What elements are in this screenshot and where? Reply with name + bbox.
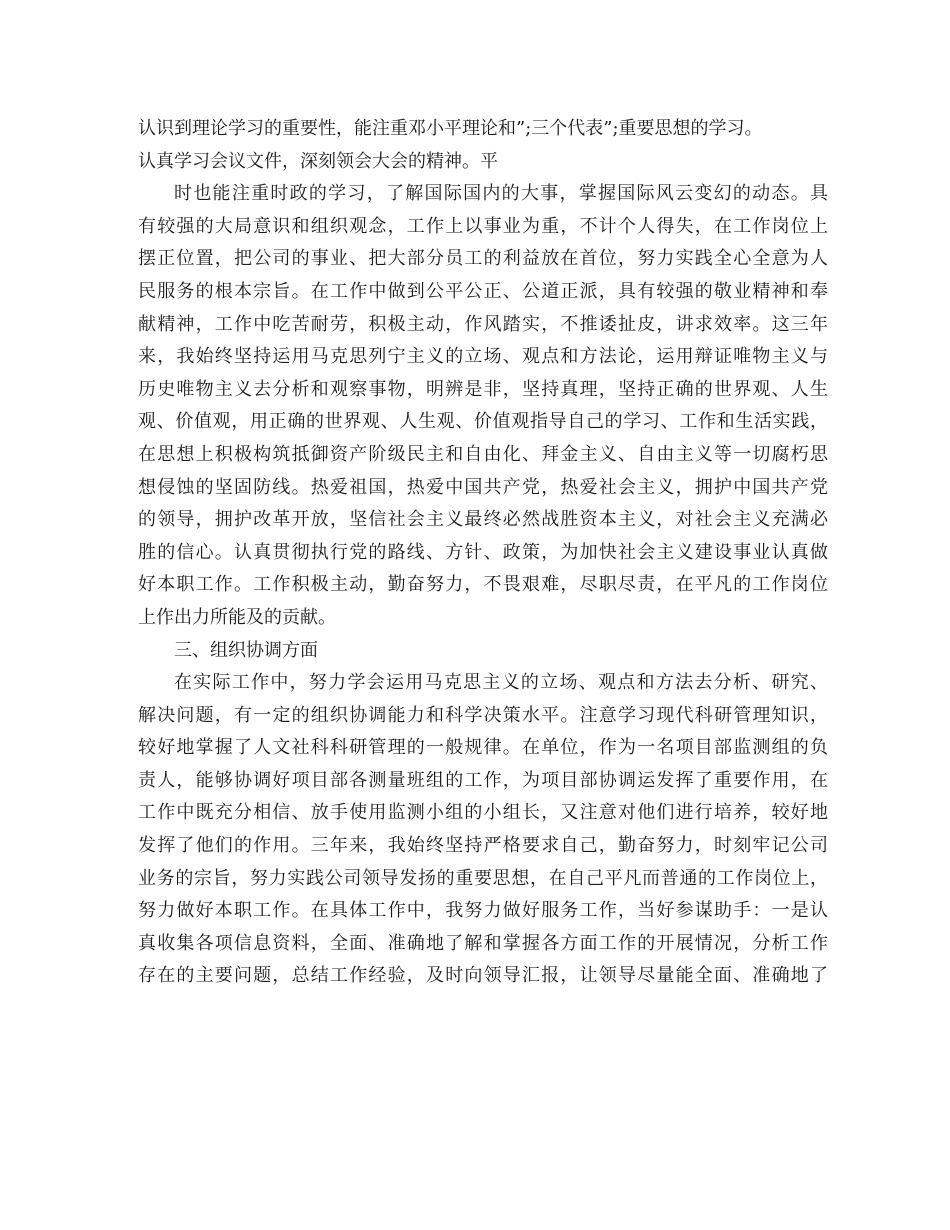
text-line: 工作中既充分相信、放手使用监测小组的小组长，又注意对他们进行培养，较好地 xyxy=(138,802,828,824)
paragraph-start-line: 在实际工作中，努力学会运用马克思主义的立场、观点和方法去分析、研究、 xyxy=(174,672,828,694)
text-line: 来，我始终坚持运用马克思列宁主义的立场、观点和方法论，运用辩证唯物主义与 xyxy=(138,346,828,368)
text-line: 上作出力所能及的贡献。 xyxy=(138,606,336,628)
text-line: 历史唯物主义去分析和观察事物，明辨是非，坚持真理，坚持正确的世界观、人生 xyxy=(138,378,828,400)
document-body xyxy=(138,113,828,993)
text-line: 观、价值观，用正确的世界观、人生观、价值观指导自己的学习、工作和生活实践， xyxy=(138,411,828,433)
text-line: 认识到理论学习的重要性，能注重邓小平理论和”;三个代表”;重要思想的学习。 xyxy=(138,118,763,139)
text-line: 献精神，工作中吃苦耐劳，积极主动，作风踏实，不推诿扯皮，讲求效率。这三年 xyxy=(138,313,828,335)
text-line: 好本职工作。工作积极主动，勤奋努力，不畏艰难，尽职尽责，在平凡的工作岗位 xyxy=(138,574,828,596)
text-line: 真收集各项信息资料，全面、准确地了解和掌握各方面工作的开展情况，分析工作 xyxy=(138,932,828,954)
text-line: 责人，能够协调好项目部各测量班组的工作，为项目部协调运发挥了重要作用，在 xyxy=(138,769,828,791)
text-line: 发挥了他们的作用。三年来，我始终坚持严格要求自己，勤奋努力，时刻牢记公司 xyxy=(138,835,828,857)
text-line: 业务的宗旨，努力实践公司领导发扬的重要思想，在自己平凡而普通的工作岗位上， xyxy=(138,867,828,889)
text-line: 的领导，拥护改革开放，坚信社会主义最终必然战胜资本主义，对社会主义充满必 xyxy=(138,509,828,531)
text-line: 在思想上积极构筑抵御资产阶级民主和自由化、拜金主义、自由主义等一切腐朽思 xyxy=(138,443,828,465)
text-line: 较好地掌握了人文社科科研管理的一般规律。在单位，作为一名项目部监测组的负 xyxy=(138,737,828,759)
text-line: 摆正位置，把公司的事业、把大部分员工的利益放在首位，努力实践全心全意为人 xyxy=(138,248,828,270)
text-line: 民服务的根本宗旨。在工作中做到公平公正、公道正派，具有较强的敬业精神和奉 xyxy=(138,280,828,302)
text-line: 胜的信心。认真贯彻执行党的路线、方针、政策，为加快社会主义建设事业认真做 xyxy=(138,541,828,563)
section-heading: 三、组织协调方面 xyxy=(174,639,318,661)
text-line: 努力做好本职工作。在具体工作中，我努力做好服务工作，当好参谋助手：一是认 xyxy=(138,900,828,922)
paragraph-start-line: 时也能注重时政的学习，了解国际国内的大事，掌握国际风云变幻的动态。具 xyxy=(174,183,828,205)
text-line: 认真学习会议文件，深刻领会大会的精神。平 xyxy=(138,150,498,172)
text-line: 想侵蚀的坚固防线。热爱祖国，热爱中国共产党，热爱社会主义，拥护中国共产党 xyxy=(138,476,828,498)
text-line: 有较强的大局意识和组织观念，工作上以事业为重，不计个人得失，在工作岗位上 xyxy=(138,215,828,237)
text-line: 存在的主要问题，总结工作经验，及时向领导汇报，让领导尽量能全面、准确地了 xyxy=(138,965,828,987)
text-line: 解决问题，有一定的组织协调能力和科学决策水平。注意学习现代科研管理知识， xyxy=(138,704,828,726)
